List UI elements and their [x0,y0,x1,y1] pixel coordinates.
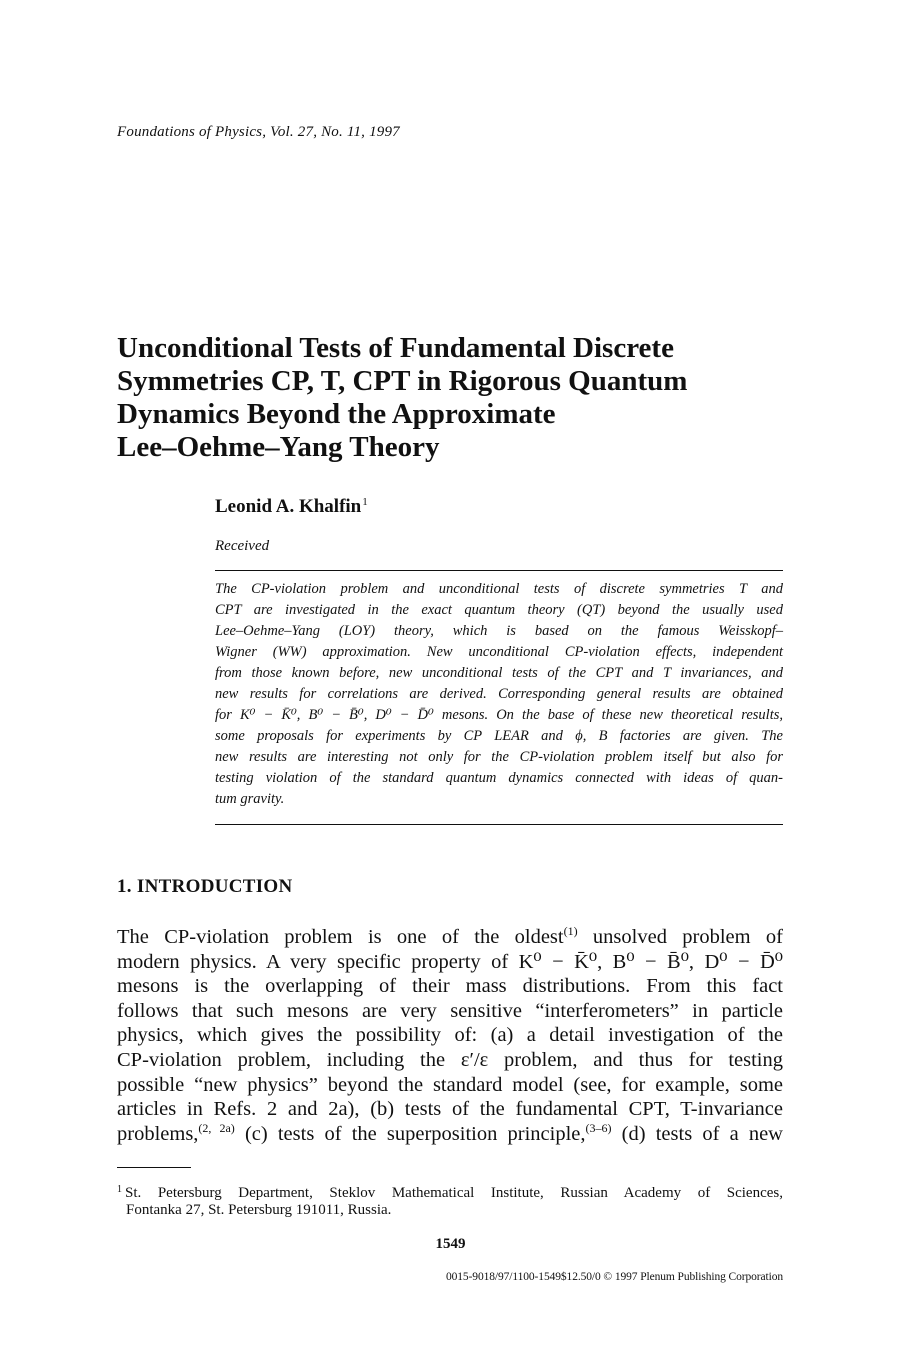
received-label: Received [215,538,270,554]
abstract-line: for K⁰ − K̄⁰, B⁰ − B̄⁰, D⁰ − D̄⁰ mesons. On the base of these new theoretical results, [215,707,783,723]
body-text-run: problems, [117,1122,199,1145]
body-line: articles in Refs. 2 and 2a), (b) tests of the fundamental CPT, T-invariance [117,1098,783,1121]
body-line: follows that such mesons are very sensitive “interferometers” in particle [117,999,783,1022]
body-text-run: The CP-violation problem is one of the oldest [117,926,564,948]
body-line [117,1122,783,1147]
title-line: Dynamics Beyond the Approximate [117,398,556,430]
author-name: Leonid A. Khalfin [215,496,362,517]
body-text-run: (d) tests of a new [611,1122,783,1145]
body-line: mesons is the overlapping of their mass distributions. From this fact [117,975,783,998]
citation-ref[interactable]: (3–6) [585,1120,612,1135]
footnote-line: Fontanka 27, St. Petersburg 191011, Russia. [126,1202,392,1218]
abstract-line: from those known before, new unconditional tests of the CPT and T invariances, and [215,665,783,681]
title-line: Lee–Oehme–Yang Theory [117,431,440,463]
footnote-line [117,1179,783,1200]
body-line: possible “new physics” beyond the standard model (see, for example, some [117,1073,783,1096]
author [215,496,368,518]
page-number [0,1236,901,1253]
copyright-line: 0015-9018/97/1100-1549$12.50/0 © 1997 Plenum Publishing Corporation [445,1271,783,1283]
body-text-run: (c) tests of the superposition principle, [234,1122,586,1145]
journal-citation: Foundations of Physics, Vol. 27, No. 11, 1997 [117,124,400,140]
abstract-line: The CP-violation problem and unconditional tests of discrete symmetries T and [215,581,783,597]
abstract-line: Wigner (WW) approximation. New unconditional CP-violation effects, independent [215,644,783,660]
abstract-line: new results for correlations are derived. Corresponding general results are obtained [215,686,783,702]
citation-ref[interactable]: (1) [563,924,578,938]
page-number-text: 1549 [435,1236,466,1252]
body-line: physics, which gives the possibility of: (a) a detail investigation of the [117,1024,783,1047]
footnote [117,1179,783,1221]
citation-ref[interactable]: (2, 2a) [198,1120,235,1135]
abstract-line: some proposals for experiments by CP LEAR and ϕ, B factories are given. The [215,728,783,744]
body-line: CP-violation problem, including the ε′/ε problem, and thus for testing [117,1048,783,1071]
abstract-top-rule [215,570,783,571]
abstract-line: new results are interesting not only for the CP-violation problem itself but also for [215,749,783,765]
footnote-mark: 1 [117,1184,122,1195]
body-line: modern physics. A very specific property of K⁰ − K̄⁰, B⁰ − B̄⁰, D⁰ − D̄⁰ [117,950,783,973]
title-line: Unconditional Tests of Fundamental Discrete [117,332,674,364]
body-line [117,925,783,950]
author-footnote-mark: 1 [362,496,368,508]
abstract-bottom-rule [215,824,783,825]
abstract-line: testing violation of the standard quantum dynamics connected with ideas of quan- [215,770,783,786]
abstract-line: Lee–Oehme–Yang (LOY) theory, which is based on the famous Weisskopf– [215,623,783,639]
article-title [117,332,817,464]
abstract-line: tum gravity. [215,791,285,807]
footnote-rule [117,1167,191,1168]
body-text [117,925,783,1146]
body-text-run: unsolved problem of [577,926,783,948]
abstract-line: CPT are investigated in the exact quantum theory (QT) beyond the usually used [215,602,783,618]
footnote-text: St. Petersburg Department, Steklov Mathematical Institute, Russian Academy of Sciences, [125,1185,783,1201]
section-heading: 1. INTRODUCTION [117,876,293,897]
abstract [215,579,783,810]
title-line: Symmetries CP, T, CPT in Rigorous Quantum [117,365,688,397]
